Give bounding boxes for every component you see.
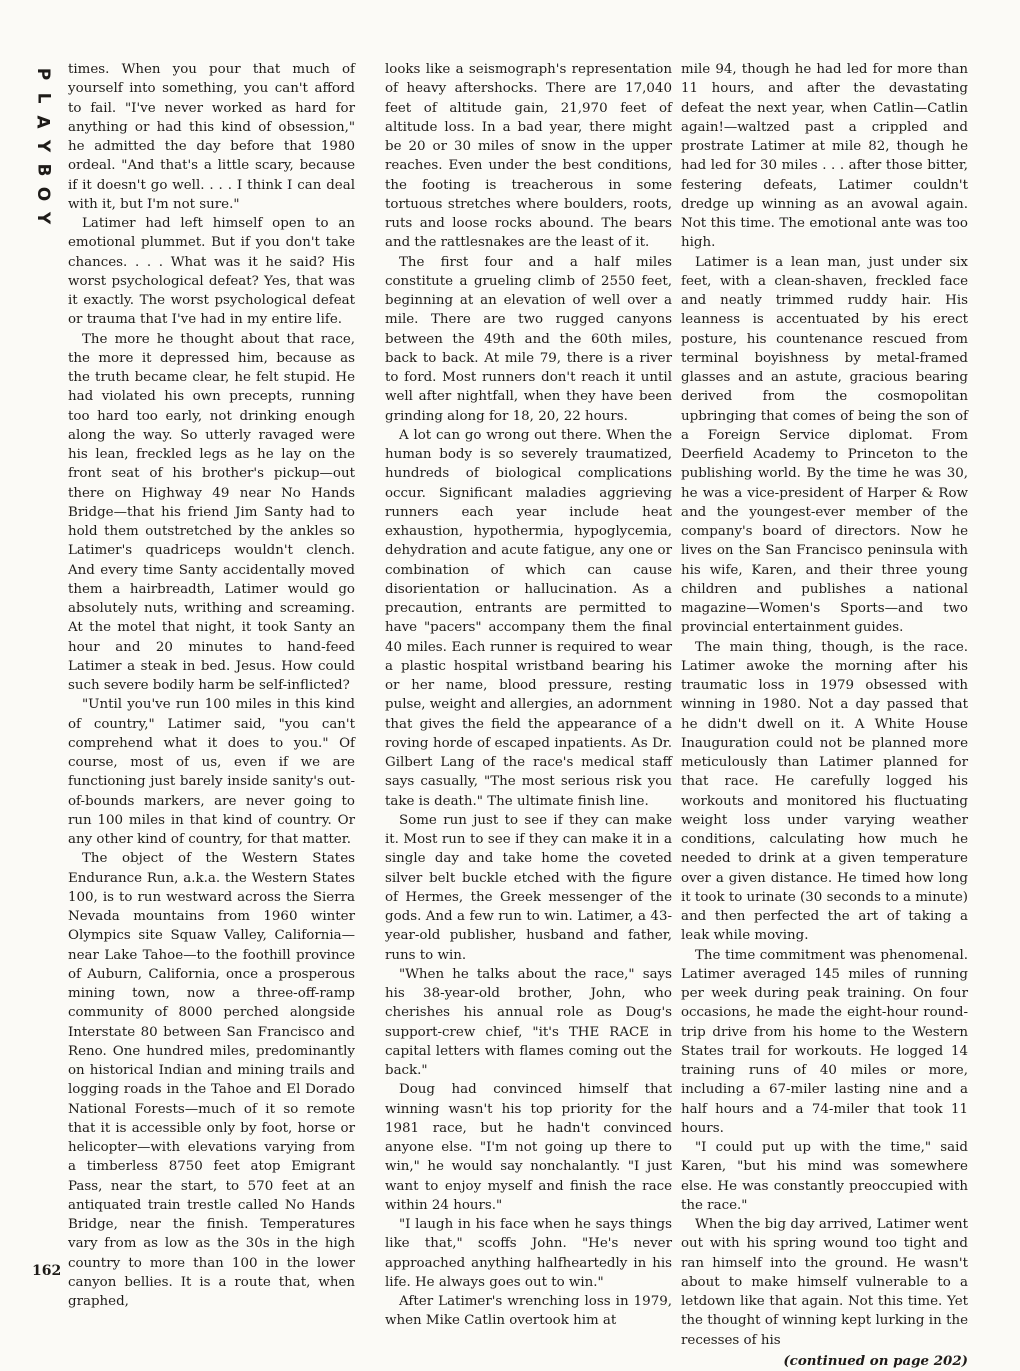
column-2 bbox=[385, 60, 672, 1331]
column-3 bbox=[681, 60, 968, 1371]
paragraph: mile 94, though he had led for more than 11 hours, and after the devastating defeat the next year, when Catlin—Catlin again!—waltzed past a crippled and prostrate Latimer at mile 82, though he had led for 30 miles . . . after those bitter, festering defeats, Latimer couldn't dredge up winning as an avowal again. Not this time. The emotional ante was too high. bbox=[681, 62, 968, 251]
masthead-letter: Y bbox=[33, 139, 53, 153]
paragraph: "When he talks about the race," says his 38-year-old brother, John, who cherishes his annual role as Doug's support-crew chief, "it's THE RACE in capital letters with flames coming out the back." bbox=[385, 966, 672, 1078]
paragraph: "I could put up with the time," said Karen, "but his mind was somewhere else. He was constantly preoccupied with the race." bbox=[681, 1140, 968, 1213]
paragraph: times. When you pour that much of yourself into something, you can't afford to fail. "I've never worked as hard for anything or had this kind of obsession," he admitted the day before that 1980 ordeal. "And that's a little scary, because if it doesn't go well. . . . I think I can deal with it, but I'm not sure." bbox=[68, 62, 355, 212]
paragraph: The object of the Western States Endurance Run, a.k.a. the Western States 100, is to run westward across the Sierra Nevada mountains from 1960 winter Olympics site Squaw Valley, California—near Lake Tahoe—to the foothill province of Auburn, California, once a prosperous mining town, now a three-off-ramp community of 8000 perched alongside Interstate 80 between San Francisco and Reno. One hundred miles, predominantly on historical Indian and mining trails and logging roads in the Tahoe and El Dorado National Forests—much of it so remote that it is accessible only by foot, horse or helicopter—with elevations varying from a timberless 8750 feet atop Emigrant Pass, near the start, to 570 feet at an antiquated train trestle called No Hands Bridge, near the finish. Temperatures vary from as low as the 30s in the high country to more than 100 in the lower canyon bellies. It is a route that, when graphed, bbox=[68, 851, 355, 1309]
masthead-letter: O bbox=[32, 186, 53, 202]
masthead-letter: A bbox=[32, 115, 53, 129]
continued-note: (continued on page 202) bbox=[783, 1352, 968, 1369]
masthead bbox=[30, 62, 56, 230]
paragraph: "I laugh in his face when he says things like that," scoffs John. "He's never approached anything halfheartedly in his life. He always goes out to win." bbox=[385, 1217, 672, 1290]
paragraph: Doug had convinced himself that winning wasn't his top priority for the 1981 race, but he hadn't convinced anyone else. "I'm not going up there to win," he would say nonchalantly. "I just want to enjoy myself and finish the race within 24 hours." bbox=[385, 1082, 672, 1213]
paragraph: After Latimer's wrenching loss in 1979, when Mike Catlin overtook him at bbox=[385, 1294, 672, 1329]
paragraph: A lot can go wrong out there. When the human body is so severely traumatized, hundreds of biological complications occur. Significant maladies aggrieving runners each year include heat exhaustion, hypothermia, hypoglycemia, dehydration and acute fatigue, any one or combination of which can cause disorientation or hallucination. As a precaution, entrants are permitted to have "pacers" accompany them the final 40 miles. Each runner is required to wear a plastic hospital wristband bearing his or her name, blood pressure, resting pulse, weight and allergies, an adornment that gives the field the appearance of a roving horde of escaped inpatients. As Dr. Gilbert Lang of the race's medical staff says casually, "The most serious risk you take is death." The ultimate finish line. bbox=[385, 427, 672, 809]
column-1 bbox=[68, 60, 355, 1311]
page-number: 162 bbox=[32, 1263, 62, 1279]
paragraph: The main thing, though, is the race. Latimer awoke the morning after his traumatic loss in 1979 obsessed with winning in 1980. Not a day passed that he didn't dwell on it. A White House Inauguration could not be planned more meticulously than Latimer planned for that race. He carefully logged his workouts and monitored his fluctuating weight loss under varying weather conditions, calculating how much he needed to drink at a given temperature over a given distance. He timed how long it took to urinate (30 seconds to a minute) and then perfected the art of taking a leak while moving. bbox=[681, 639, 968, 944]
paragraph: The time commitment was phenomenal. Latimer averaged 145 miles of running per week during peak training. On four occasions, he made the eight-hour round-trip drive from his home to the Western States trail for workouts. He logged 14 training runs of 40 miles or more, including a 67-miler lasting nine and a half hours and a 74-miler that took 11 hours. bbox=[681, 947, 968, 1136]
paragraph: Latimer had left himself open to an emotional plummet. But if you don't take chances. . . . What was it he said? His worst psychological defeat? Yes, that was it exactly. The worst psychological defeat or trauma that I've had in my entire life. bbox=[68, 216, 355, 328]
masthead-letter: P bbox=[33, 67, 53, 81]
paragraph: looks like a seismograph's representation of heavy aftershocks. There are 17,040 feet of altitude gain, 21,970 feet of altitude loss. In a bad year, there might be 20 or 30 miles of snow in the upper reaches. Even under the best conditions, the footing is treacherous in some tortuous stretches where boulders, roots, ruts and loose rocks abound. The bears and the rattlesnakes are the least of it. bbox=[385, 62, 672, 251]
paragraph: Latimer is a lean man, just under six feet, with a clean-shaven, freckled face and neatly trimmed ruddy hair. His leanness is accentuated by his erect posture, his countenance rescued from terminal boyishness by metal-framed glasses and an astute, gracious bearing derived from the cosmopolitan upbringing that comes of being the son of a Foreign Service diplomat. From Deerfield Academy to Princeton to the publishing world. By the time he was 30, he was a vice-president of Harper & Row and the youngest-ever member of the company's board of directors. Now he lives on the San Francisco peninsula with his wife, Karen, and their three young children and publishes a national magazine—Women's Sports—and two provincial entertainment guides. bbox=[681, 254, 968, 636]
paragraph: The more he thought about that race, the more it depressed him, because as the truth became clear, he felt stupid. He had violated his own precepts, running too hard too early, not drinking enough along the way. So utterly ravaged were his lean, freckled legs as he lay on the front seat of his brother's pickup—out there on Highway 49 near No Hands Bridge—that his friend Jim Santy had to hold them outstretched by the ankles so Latimer's quadriceps wouldn't clench. And every time Santy accidentally moved them a hairbreadth, Latimer would go absolutely nuts, writhing and screaming. At the motel that night, it took Santy an hour and 20 minutes to hand-feed Latimer a steak in bed. Jesus. How could such severe bodily harm be self-inflicted? bbox=[68, 331, 355, 693]
paragraph: Some run just to see if they can make it. Most run to see if they can make it in a single day and take home the coveted silver belt buckle etched with the figure of Hermes, the Greek messenger of the gods. And a few run to win. Latimer, a 43-year-old publisher, husband and father, runs to win. bbox=[385, 812, 672, 963]
paragraph: The first four and a half miles constitute a grueling climb of 2550 feet, beginning at an elevation of well over a mile. There are two rugged canyons between the 49th and the 60th miles, back to back. At mile 79, there is a river to ford. Most runners don't reach it until well after nightfall, when they have been grinding along for 18, 20, 22 hours. bbox=[385, 254, 672, 424]
masthead-letter: L bbox=[33, 92, 53, 104]
paragraph: "Until you've run 100 miles in this kind of country," Latimer said, "you can't comprehend what it does to you." Of course, most of us, even if we are functioning just barely inside sanity's out-of-bounds markers, are never going to run 100 miles in that kind of country. Or any other kind of country, for that matter. bbox=[68, 697, 355, 847]
masthead-letter: Y bbox=[33, 211, 53, 225]
paragraph: When the big day arrived, Latimer went out with his spring wound too tight and ran himself into the ground. He wasn't about to make himself vulnerable to a letdown like that again. Not this time. Yet the thought of winning kept lurking in the recesses of his bbox=[681, 1217, 968, 1348]
masthead-letter: B bbox=[33, 163, 53, 177]
